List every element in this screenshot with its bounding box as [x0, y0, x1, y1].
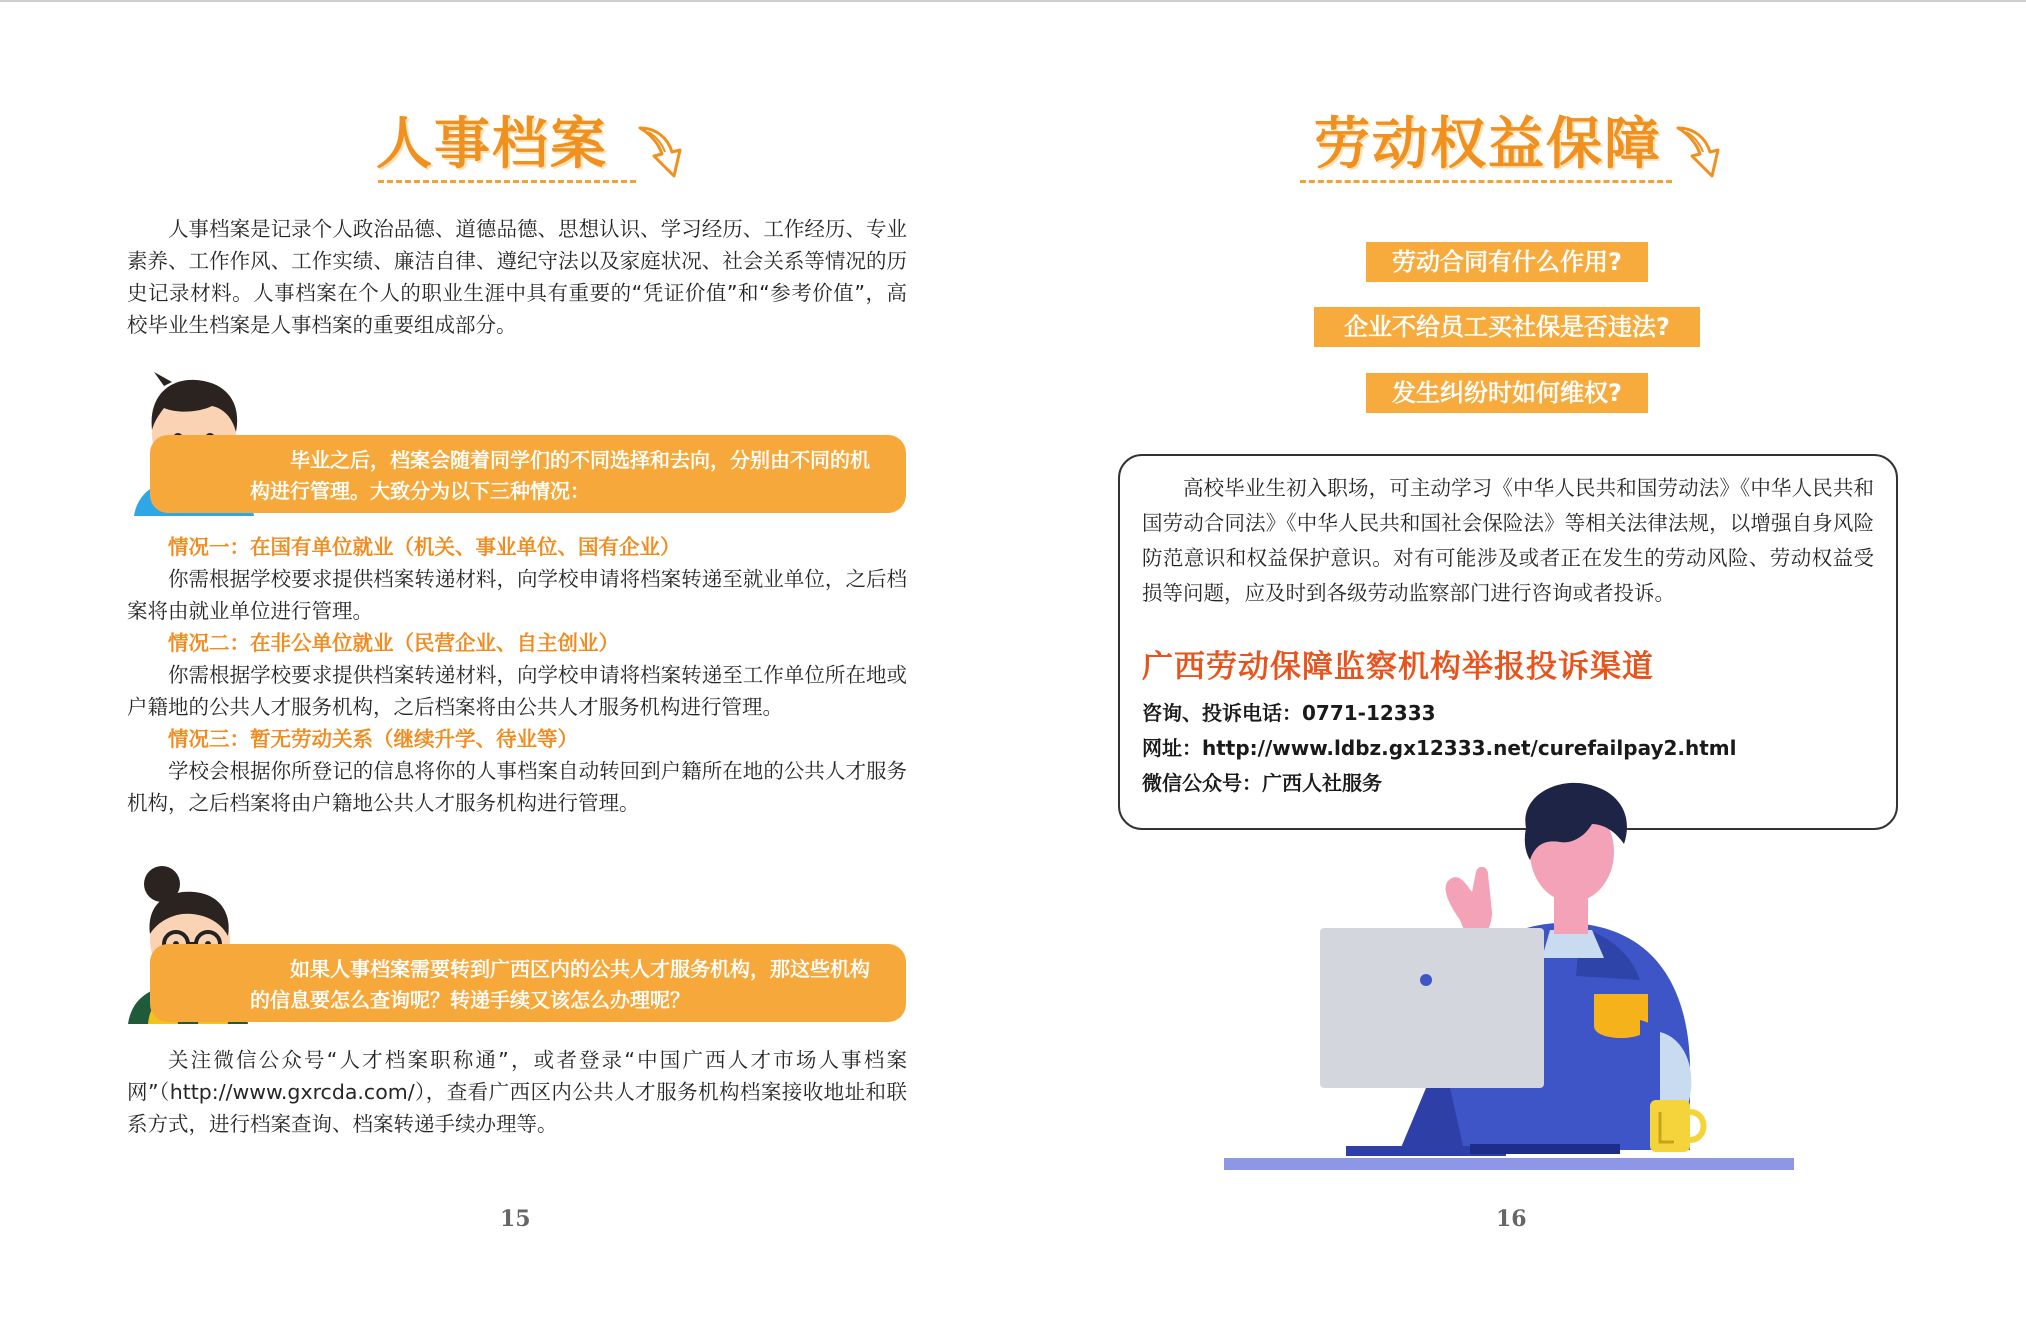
speech-bubble-1: 毕业之后，档案会随着同学们的不同选择和去向，分别由不同的机构进行管理。大致分为以下三种情况：: [150, 435, 906, 513]
card-paragraph: 高校毕业生初入职场，可主动学习《中华人民共和国劳动法》《中华人民共和国劳动合同法》《中华人民共和国社会保险法》等相关法律法规，以增强自身风险防范意识和权益保护意识。对有可能涉及或者正在发生的劳动风险、劳动权益受损等问题，应及时到各级劳动监察部门进行咨询或者投诉。: [1142, 476, 1874, 605]
case-heading: 情况三：暂无劳动关系（继续升学、待业等）: [168, 727, 578, 751]
question-box-2: 企业不给员工买社保是否违法?: [1314, 307, 1700, 347]
case-text: 你需根据学校要求提供档案转递材料，向学校申请将档案转递至就业单位，之后档案将由就业单位进行管理。: [127, 567, 907, 623]
man-at-computer-illustration: [1220, 780, 1800, 1172]
left-page-title: 人事档案: [376, 111, 608, 177]
arrow-icon: [1672, 120, 1728, 186]
page-number-right: 16: [1496, 1206, 1527, 1232]
case-text: 学校会根据你所登记的信息将你的人事档案自动转回到户籍所在地的公共人才服务机构，之后档案将由户籍地公共人才服务机构进行管理。: [127, 759, 907, 815]
question-box-3: 发生纠纷时如何维权?: [1366, 373, 1648, 413]
outro-paragraph: 关注微信公众号“人才档案职称通”，或者登录“中国广西人才市场人事档案网”（http://www.gxrcda.com/），查看广西区内公共人才服务机构档案接收地址和联系方式，进行档案查询、档案转递手续办理等。: [127, 1048, 907, 1136]
hotline: 咨询、投诉电话：0771-12333: [1142, 701, 1436, 725]
speech-bubble-2: 如果人事档案需要转到广西区内的公共人才服务机构，那这些机构的信息要怎么查询呢？转递手续又该怎么办理呢？: [150, 944, 906, 1022]
case-heading: 情况二：在非公单位就业（民营企业、自主创业）: [168, 631, 619, 655]
arrow-icon: [634, 120, 690, 186]
top-border: [0, 0, 2026, 2]
website-link[interactable]: 网址：http://www.ldbz.gx12333.net/curefailpay2.html: [1142, 736, 1737, 760]
intro-paragraph: 人事档案是记录个人政治品德、道德品德、思想认识、学习经历、工作经历、专业素养、工作作风、工作实绩、廉洁自律、遵纪守法以及家庭状况、社会关系等情况的历史记录材料。人事档案在个人的职业生涯中具有重要的“凭证价值”和“参考价值”，高校毕业生档案是人事档案的重要组成部分。: [127, 217, 907, 337]
cases-section: [127, 531, 907, 819]
title-underline: [1300, 180, 1672, 183]
case-heading: 情况一：在国有单位就业（机关、事业单位、国有企业）: [168, 535, 681, 559]
page-number-left: 15: [500, 1206, 531, 1232]
case-text: 你需根据学校要求提供档案转递材料，向学校申请将档案转递至工作单位所在地或户籍地的公共人才服务机构，之后档案将由公共人才服务机构进行管理。: [127, 663, 907, 719]
wechat-account: 微信公众号：广西人社服务: [1142, 771, 1382, 795]
title-underline: [378, 180, 636, 183]
right-page-title: 劳动权益保障: [1314, 111, 1662, 177]
question-box-1: 劳动合同有什么作用?: [1366, 242, 1648, 282]
channel-title: 广西劳动保障监察机构举报投诉渠道: [1142, 649, 1654, 685]
